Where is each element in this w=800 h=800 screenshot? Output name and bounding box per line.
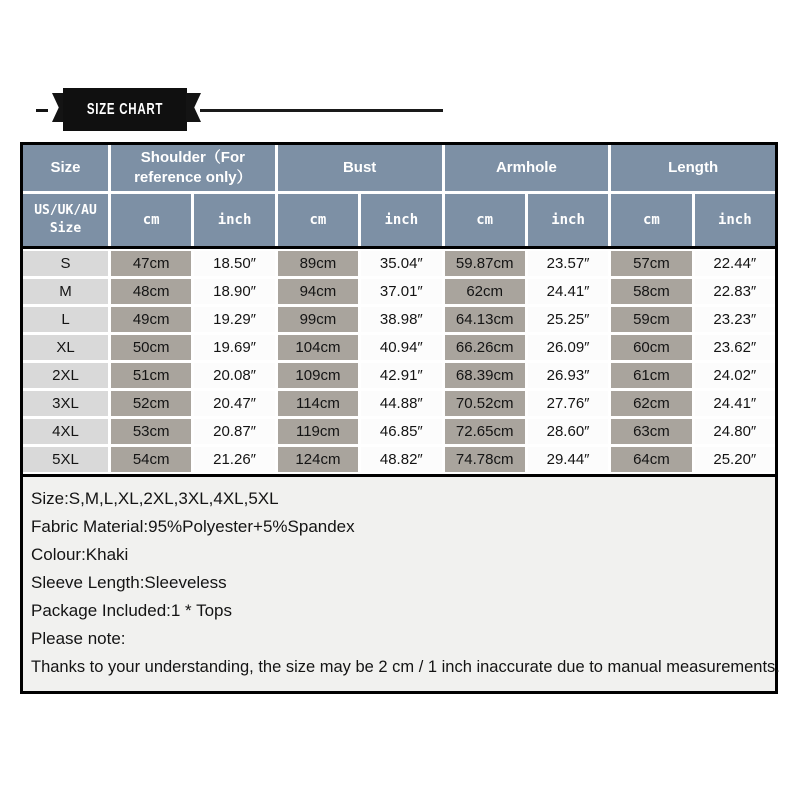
table-cell: 48cm [111, 279, 191, 304]
row-size-label: 5XL [23, 447, 108, 472]
table-cell: 54cm [111, 447, 191, 472]
table-cell: 40.94″ [361, 335, 441, 360]
note-colour: Colour:Khaki [31, 545, 129, 564]
subheader-us-uk-au-size: US/UK/AU Size [23, 194, 108, 246]
table-cell: 66.26cm [445, 335, 525, 360]
row-size-label: 2XL [23, 363, 108, 388]
table-cell: 68.39cm [445, 363, 525, 388]
table-cell: 35.04″ [361, 251, 441, 276]
table-cell: 24.41″ [695, 391, 775, 416]
table-cell: 28.60″ [528, 419, 608, 444]
table-cell: 59cm [611, 307, 691, 332]
table-cell: 23.62″ [695, 335, 775, 360]
table-header [23, 145, 775, 246]
table-cell: 124cm [278, 447, 358, 472]
table-cell: 21.26″ [194, 447, 274, 472]
note-package-included: Package Included:1 * Tops [31, 601, 232, 620]
subheader-armhole-inch: inch [528, 194, 608, 246]
ribbon-fold-right-icon [186, 93, 201, 122]
table-cell: 44.88″ [361, 391, 441, 416]
table-cell: 53cm [111, 419, 191, 444]
table-cell: 63cm [611, 419, 691, 444]
note-sleeve-length: Sleeve Length:Sleeveless [31, 573, 227, 592]
table-cell: 20.47″ [194, 391, 274, 416]
table-cell: 89cm [278, 251, 358, 276]
row-size-label: 4XL [23, 419, 108, 444]
table-cell: 99cm [278, 307, 358, 332]
table-cell: 59.87cm [445, 251, 525, 276]
table-cell: 29.44″ [528, 447, 608, 472]
table-cell: 19.69″ [194, 335, 274, 360]
table-cell: 38.98″ [361, 307, 441, 332]
table-cell: 20.08″ [194, 363, 274, 388]
size-chart-banner [0, 85, 800, 135]
table-cell: 26.93″ [528, 363, 608, 388]
subheader-armhole-cm: cm [445, 194, 525, 246]
table-cell: 22.83″ [695, 279, 775, 304]
table-cell: 37.01″ [361, 279, 441, 304]
note-please-note: Please note: [31, 629, 126, 648]
table-cell: 42.91″ [361, 363, 441, 388]
header-group-armhole: Armhole [445, 145, 609, 191]
table-body [23, 246, 775, 474]
size-chart-ribbon [63, 88, 187, 131]
table-cell: 27.76″ [528, 391, 608, 416]
header-group-length: Length [611, 145, 775, 191]
table-cell: 94cm [278, 279, 358, 304]
table-cell: 72.65cm [445, 419, 525, 444]
table-cell: 46.85″ [361, 419, 441, 444]
table-cell: 48.82″ [361, 447, 441, 472]
table-cell: 52cm [111, 391, 191, 416]
table-cell: 25.20″ [695, 447, 775, 472]
table-cell: 18.90″ [194, 279, 274, 304]
banner-title: SIZE CHART [86, 100, 164, 118]
subheader-length-inch: inch [695, 194, 775, 246]
table-cell: 70.52cm [445, 391, 525, 416]
table-cell: 23.23″ [695, 307, 775, 332]
row-size-label: XL [23, 335, 108, 360]
subheader-bust-inch: inch [361, 194, 441, 246]
table-cell: 50cm [111, 335, 191, 360]
table-cell: 26.09″ [528, 335, 608, 360]
table-cell: 23.57″ [528, 251, 608, 276]
table-cell: 47cm [111, 251, 191, 276]
note-fabric-material: Fabric Material:95%Polyester+5%Spandex [31, 517, 355, 536]
header-group-shoulder: Shoulder（For reference only） [111, 145, 275, 191]
table-cell: 62cm [611, 391, 691, 416]
header-group-size: Size [23, 145, 108, 191]
table-cell: 24.41″ [528, 279, 608, 304]
table-cell: 19.29″ [194, 307, 274, 332]
subheader-shoulder-inch: inch [194, 194, 274, 246]
table-cell: 61cm [611, 363, 691, 388]
subheader-shoulder-cm: cm [111, 194, 191, 246]
note-size-list: Size:S,M,L,XL,2XL,3XL,4XL,5XL [31, 489, 279, 508]
table-cell: 51cm [111, 363, 191, 388]
size-chart-table [20, 142, 778, 694]
table-cell: 62cm [445, 279, 525, 304]
table-cell: 64cm [611, 447, 691, 472]
table-cell: 22.44″ [695, 251, 775, 276]
header-group-bust: Bust [278, 145, 442, 191]
note-disclaimer: Thanks to your understanding, the size may be 2 cm / 1 inch inaccurate due to manual measurements. [31, 657, 780, 676]
row-size-label: L [23, 307, 108, 332]
table-cell: 104cm [278, 335, 358, 360]
table-cell: 25.25″ [528, 307, 608, 332]
row-size-label: S [23, 251, 108, 276]
table-cell: 74.78cm [445, 447, 525, 472]
product-notes [23, 474, 780, 691]
table-cell: 20.87″ [194, 419, 274, 444]
row-size-label: 3XL [23, 391, 108, 416]
table-cell: 60cm [611, 335, 691, 360]
table-cell: 58cm [611, 279, 691, 304]
table-cell: 57cm [611, 251, 691, 276]
table-cell: 24.80″ [695, 419, 775, 444]
table-cell: 24.02″ [695, 363, 775, 388]
banner-rule-line [200, 109, 443, 112]
subheader-length-cm: cm [611, 194, 691, 246]
table-cell: 119cm [278, 419, 358, 444]
row-size-label: M [23, 279, 108, 304]
banner-dash-left [36, 109, 48, 112]
table-cell: 49cm [111, 307, 191, 332]
table-cell: 109cm [278, 363, 358, 388]
subheader-bust-cm: cm [278, 194, 358, 246]
table-cell: 64.13cm [445, 307, 525, 332]
table-cell: 18.50″ [194, 251, 274, 276]
table-cell: 114cm [278, 391, 358, 416]
